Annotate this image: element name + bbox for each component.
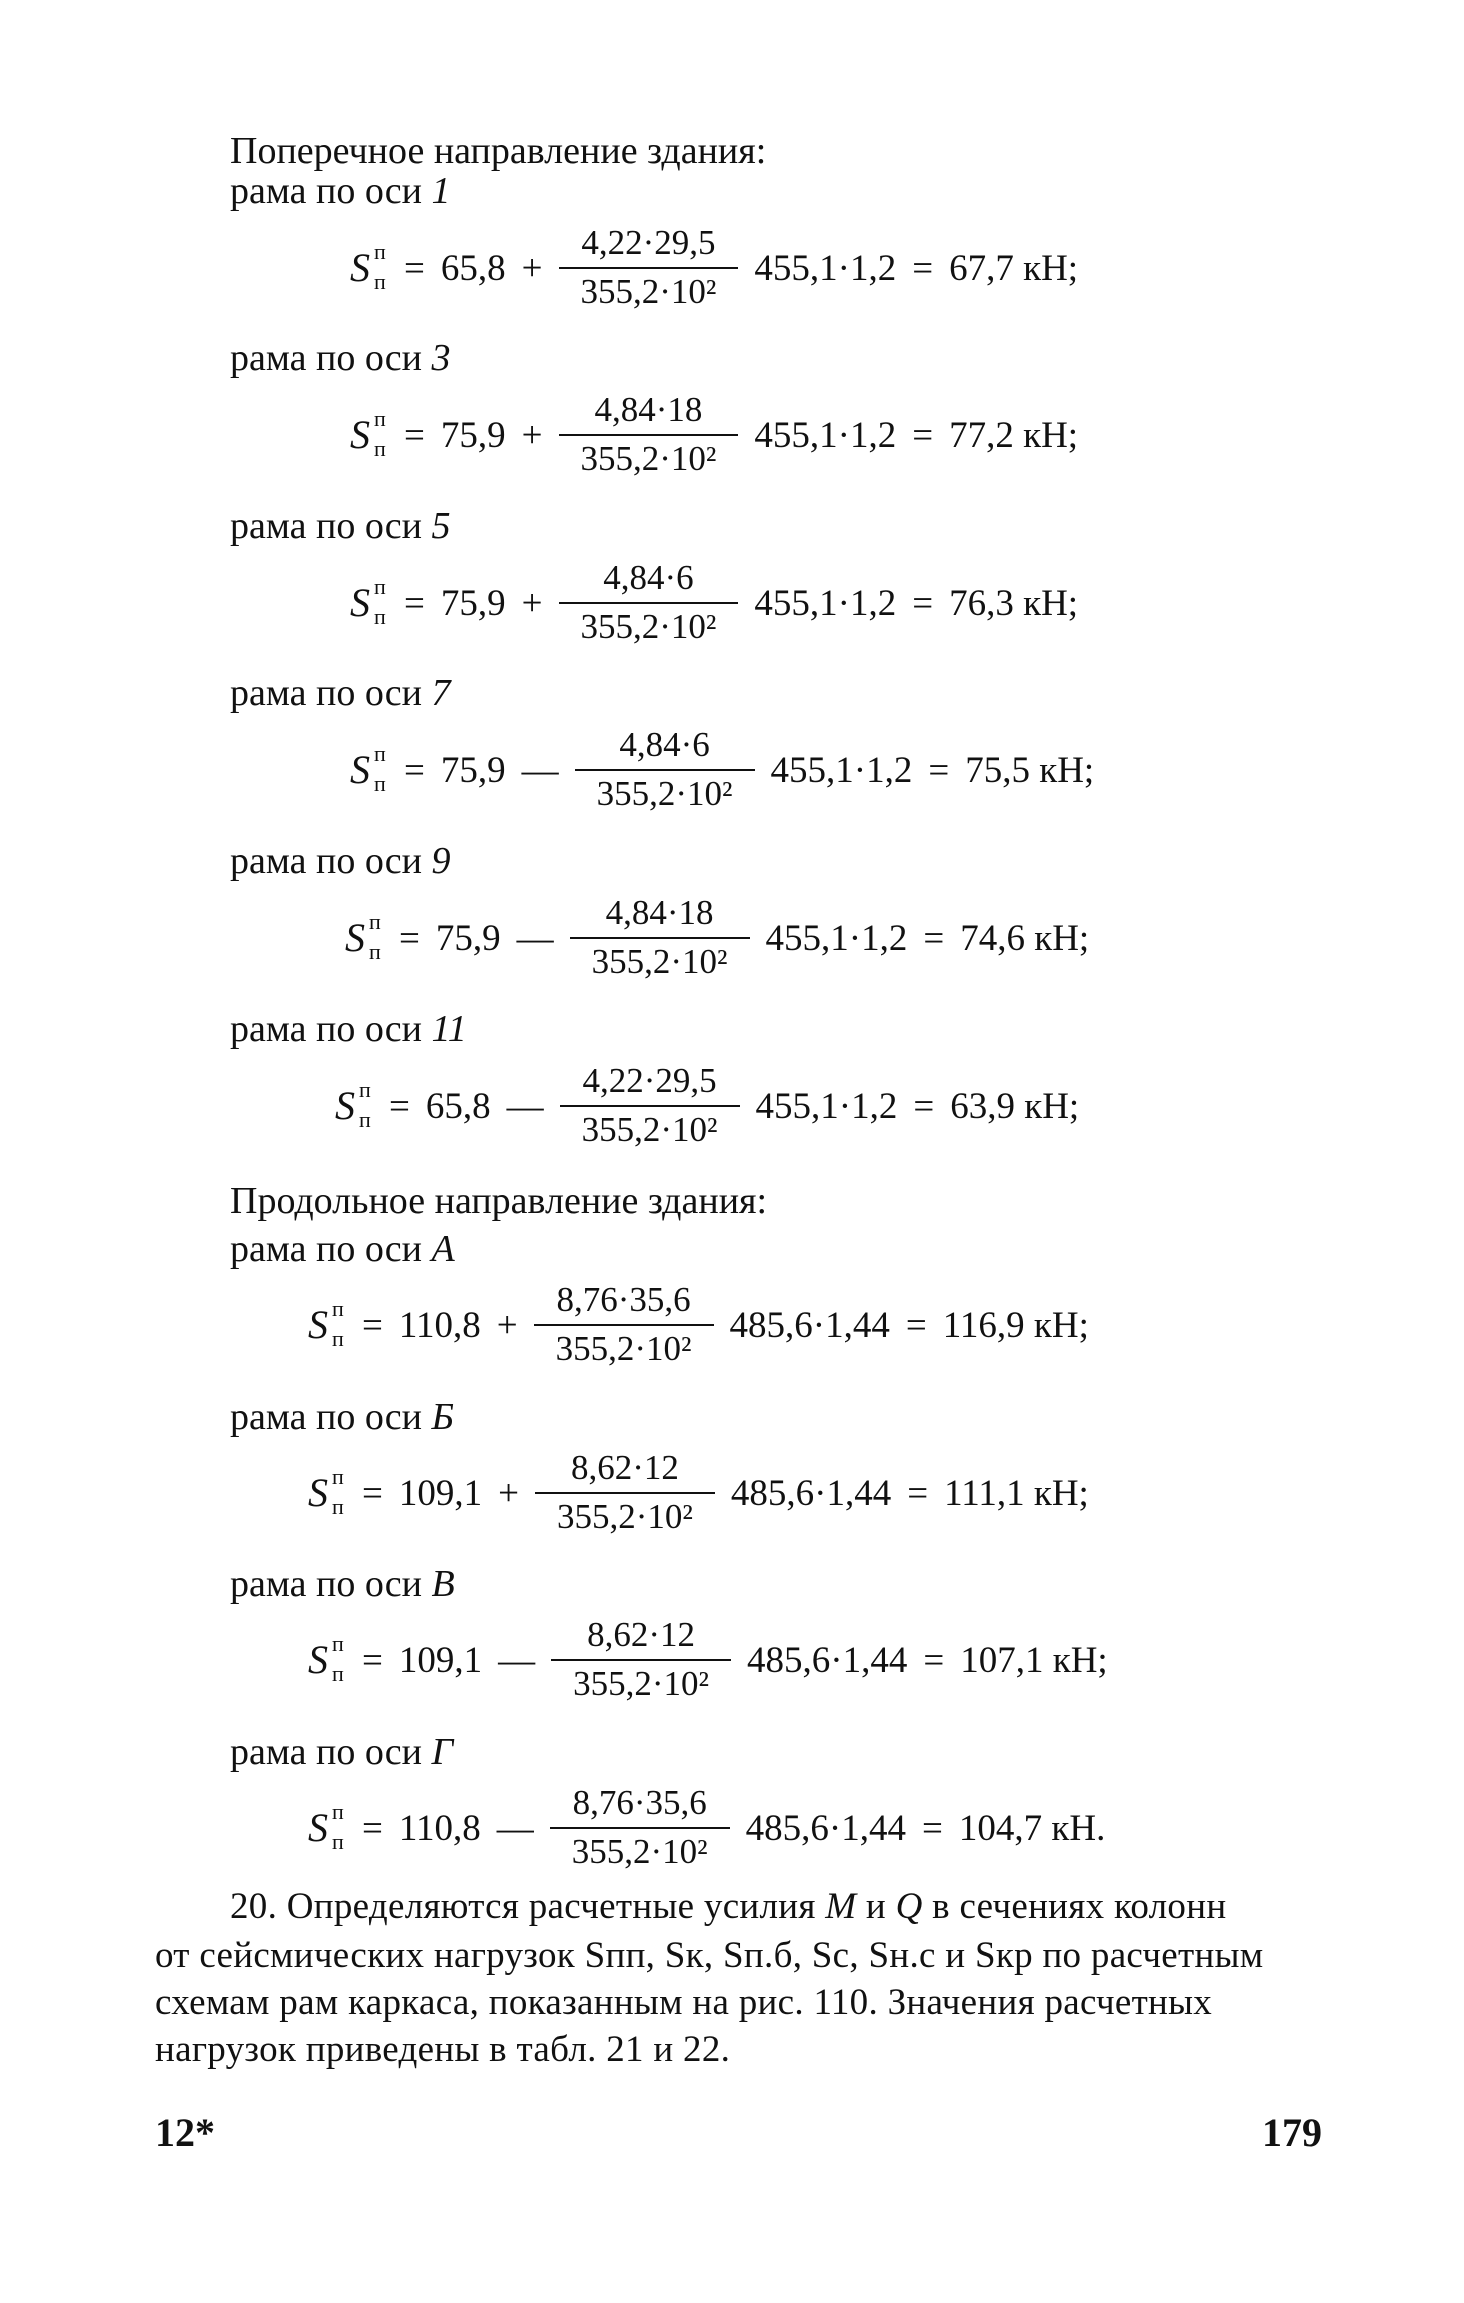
symbol-base: S (345, 915, 365, 960)
frame-axis-label (230, 1006, 467, 1052)
symbol-superscript: п (332, 1296, 344, 1321)
equals-sign: = (928, 749, 950, 791)
result: 104,7 кН. (958, 1807, 1106, 1849)
paragraph-line-2: от сейсмических нагрузок Sпп, Sк, Sп.б, Sс, Sн.с и Sкр по расчетным (155, 1935, 1264, 1976)
frame-axis-label (230, 1729, 453, 1775)
multiplier: 485,6·1,44 (747, 1639, 908, 1681)
axis-number: Г (431, 1731, 454, 1773)
operator: — (498, 1639, 536, 1681)
axis-number: 1 (431, 170, 451, 212)
equals-sign: = (404, 414, 425, 456)
axis-number: В (431, 1563, 455, 1605)
symbol-superscript: п (374, 239, 386, 264)
result: 75,5 кН; (965, 749, 1095, 791)
equation (350, 548, 1086, 658)
symbol-subscript: п (359, 1107, 371, 1132)
result: 76,3 кН; (949, 582, 1079, 624)
numerator: 4,84·18 (605, 893, 714, 932)
symbol-superscript: п (374, 406, 386, 431)
axis-number: 5 (431, 505, 451, 547)
symbol-subscript: п (374, 269, 386, 294)
axis-number: 11 (431, 1008, 467, 1050)
symbol-base: S (350, 747, 370, 792)
paragraph-text: в сечениях колонн (922, 1886, 1227, 1927)
symbol-M: M (825, 1886, 857, 1927)
transverse-heading: Поперечное направление здания: (230, 130, 767, 172)
fraction (575, 725, 755, 815)
axis-number: 9 (431, 840, 451, 882)
multiplier: 455,1·1,2 (754, 582, 897, 624)
equation (308, 1270, 1097, 1380)
denominator: 355,2·10² (581, 1110, 718, 1149)
symbol-superscript: п (369, 909, 381, 934)
multiplier: 485,6·1,44 (730, 1472, 892, 1514)
numerator: 8,62·12 (571, 1448, 679, 1487)
longitudinal-heading: Продольное направление здания: (230, 1180, 768, 1222)
symbol-base: S (350, 412, 370, 457)
equals-sign: = (404, 749, 425, 791)
fraction (570, 893, 750, 983)
fraction (560, 1061, 740, 1151)
symbol-subscript: п (374, 436, 386, 461)
operator: — (516, 917, 554, 959)
label-prefix: рама по оси (230, 1228, 423, 1270)
axis-number: 7 (431, 672, 451, 714)
multiplier: 455,1·1,2 (754, 247, 897, 289)
term-a: 75,9 (440, 749, 506, 791)
fraction (550, 1783, 730, 1873)
label-prefix: рама по оси (230, 1563, 423, 1605)
numerator: 4,84·6 (603, 558, 694, 597)
label-prefix: рама по оси (230, 170, 423, 212)
fraction (551, 1615, 731, 1705)
symbol-subscript: п (332, 1326, 344, 1351)
frame-axis-label (230, 1394, 454, 1440)
symbol-S (335, 1077, 381, 1132)
frame-axis-label (230, 1226, 455, 1272)
symbol-base: S (308, 1470, 328, 1515)
symbol-subscript: п (332, 1829, 344, 1854)
denominator: 355,2·10² (580, 272, 717, 311)
symbol-S (350, 741, 396, 796)
multiplier: 455,1·1,2 (755, 1085, 898, 1127)
equals-sign: = (362, 1304, 383, 1346)
symbol-base: S (335, 1083, 355, 1128)
paragraph-line-3: схемам рам каркаса, показанным на рис. 110. Значения расчетных (155, 1982, 1213, 2023)
multiplier: 455,1·1,2 (754, 414, 897, 456)
symbol-base: S (308, 1805, 328, 1850)
equation (350, 213, 1086, 323)
term-a: 109,1 (398, 1472, 483, 1514)
axis-number: 3 (431, 337, 451, 379)
result: 77,2 кН; (949, 414, 1079, 456)
fraction (559, 223, 739, 313)
result: 67,7 кН; (949, 247, 1079, 289)
numerator: 4,22·29,5 (581, 223, 716, 262)
signature-mark: 12* (155, 2110, 215, 2155)
equals-sign: = (362, 1807, 383, 1849)
label-prefix: рама по оси (230, 1731, 423, 1773)
result: 63,9 кН; (950, 1085, 1080, 1127)
symbol-subscript: п (332, 1661, 344, 1686)
frame-axis-label (230, 503, 451, 549)
term-a: 110,8 (398, 1304, 481, 1346)
label-prefix: рама по оси (230, 1008, 423, 1050)
multiplier: 485,6·1,44 (729, 1304, 890, 1346)
multiplier: 455,1·1,2 (770, 749, 913, 791)
term-a: 65,8 (425, 1085, 491, 1127)
result: 74,6 кН; (960, 917, 1090, 959)
symbol-superscript: п (332, 1631, 344, 1656)
symbol-base: S (350, 580, 370, 625)
symbol-S (345, 909, 391, 964)
denominator: 355,2·10² (580, 439, 717, 478)
equals-sign: = (907, 1472, 929, 1514)
multiplier: 455,1·1,2 (765, 917, 908, 959)
frame-axis-label (230, 335, 451, 381)
label-prefix: рама по оси (230, 1396, 423, 1438)
operator: — (521, 749, 559, 791)
denominator: 355,2·10² (557, 1497, 693, 1536)
paragraph-text: 20. Определяются расчетные усилия (230, 1886, 826, 1927)
term-a: 75,9 (440, 582, 506, 624)
operator: — (506, 1085, 544, 1127)
term-a: 65,8 (440, 247, 506, 289)
multiplier: 485,6·1,44 (745, 1807, 906, 1849)
operator: + (496, 1304, 518, 1346)
symbol-S (350, 574, 396, 629)
equation (350, 715, 1102, 825)
label-prefix: рама по оси (230, 505, 423, 547)
equals-sign: = (912, 414, 934, 456)
symbol-subscript: п (374, 604, 386, 629)
symbol-S (308, 1631, 354, 1686)
denominator: 355,2·10² (555, 1329, 692, 1368)
axis-number: А (431, 1228, 455, 1270)
frame-axis-label (230, 670, 451, 716)
operator: + (521, 247, 543, 289)
symbol-superscript: п (359, 1077, 371, 1102)
frame-axis-label (230, 168, 451, 214)
equals-sign: = (404, 582, 425, 624)
fraction (534, 1280, 714, 1370)
operator: — (496, 1807, 534, 1849)
term-a: 109,1 (398, 1639, 483, 1681)
term-a: 75,9 (435, 917, 501, 959)
operator: + (521, 414, 543, 456)
symbol-superscript: п (374, 741, 386, 766)
symbol-S (350, 239, 396, 294)
paragraph-text: и (856, 1886, 896, 1927)
numerator: 8,76·35,6 (572, 1783, 707, 1822)
operator: + (521, 582, 543, 624)
result: 111,1 кН; (944, 1472, 1089, 1514)
symbol-superscript: п (374, 574, 386, 599)
equals-sign: = (912, 247, 934, 289)
equals-sign: = (362, 1639, 383, 1681)
fraction (559, 558, 739, 648)
denominator: 355,2·10² (571, 1832, 708, 1871)
equals-sign: = (404, 247, 425, 289)
operator: + (498, 1472, 519, 1514)
equals-sign: = (362, 1472, 383, 1514)
equation (308, 1773, 1113, 1883)
label-prefix: рама по оси (230, 840, 423, 882)
symbol-superscript: п (332, 1464, 344, 1489)
numerator: 8,62·12 (587, 1615, 696, 1654)
label-prefix: рама по оси (230, 337, 423, 379)
symbol-base: S (308, 1637, 328, 1682)
result: 107,1 кН; (960, 1639, 1108, 1681)
equation (308, 1605, 1116, 1715)
symbol-subscript: п (374, 771, 386, 796)
equals-sign: = (389, 1085, 410, 1127)
label-prefix: рама по оси (230, 672, 423, 714)
numerator: 8,76·35,6 (556, 1280, 691, 1319)
equals-sign: = (923, 917, 945, 959)
frame-axis-label (230, 838, 451, 884)
frame-axis-label (230, 1561, 455, 1607)
equation (345, 883, 1097, 993)
numerator: 4,22·29,5 (582, 1061, 717, 1100)
symbol-superscript: п (332, 1799, 344, 1824)
symbol-S (308, 1296, 354, 1351)
symbol-Q: Q (895, 1886, 923, 1927)
paragraph-line-1 (230, 1884, 1226, 1930)
equals-sign: = (913, 1085, 935, 1127)
equals-sign: = (912, 582, 934, 624)
denominator: 355,2·10² (591, 942, 728, 981)
paragraph-line-4: нагрузок приведены в табл. 21 и 22. (155, 2029, 731, 2070)
equation (308, 1438, 1097, 1548)
result: 116,9 кН; (942, 1304, 1089, 1346)
equation (350, 380, 1086, 490)
denominator: 355,2·10² (573, 1664, 710, 1703)
term-a: 75,9 (440, 414, 506, 456)
fraction (535, 1448, 715, 1538)
denominator: 355,2·10² (596, 774, 733, 813)
axis-number: Б (431, 1396, 454, 1438)
equation (335, 1051, 1087, 1161)
term-a: 110,8 (398, 1807, 481, 1849)
equals-sign: = (922, 1807, 943, 1849)
symbol-subscript: п (332, 1494, 344, 1519)
symbol-S (350, 406, 396, 461)
equals-sign: = (905, 1304, 927, 1346)
symbol-S (308, 1464, 354, 1519)
fraction (559, 390, 739, 480)
equals-sign: = (399, 917, 420, 959)
symbol-S (308, 1799, 354, 1854)
symbol-subscript: п (369, 939, 381, 964)
equals-sign: = (923, 1639, 945, 1681)
numerator: 4,84·6 (619, 725, 710, 764)
page-number: 179 (1262, 2110, 1322, 2155)
symbol-base: S (350, 245, 370, 290)
numerator: 4,84·18 (594, 390, 703, 429)
denominator: 355,2·10² (580, 607, 717, 646)
symbol-base: S (308, 1302, 328, 1347)
